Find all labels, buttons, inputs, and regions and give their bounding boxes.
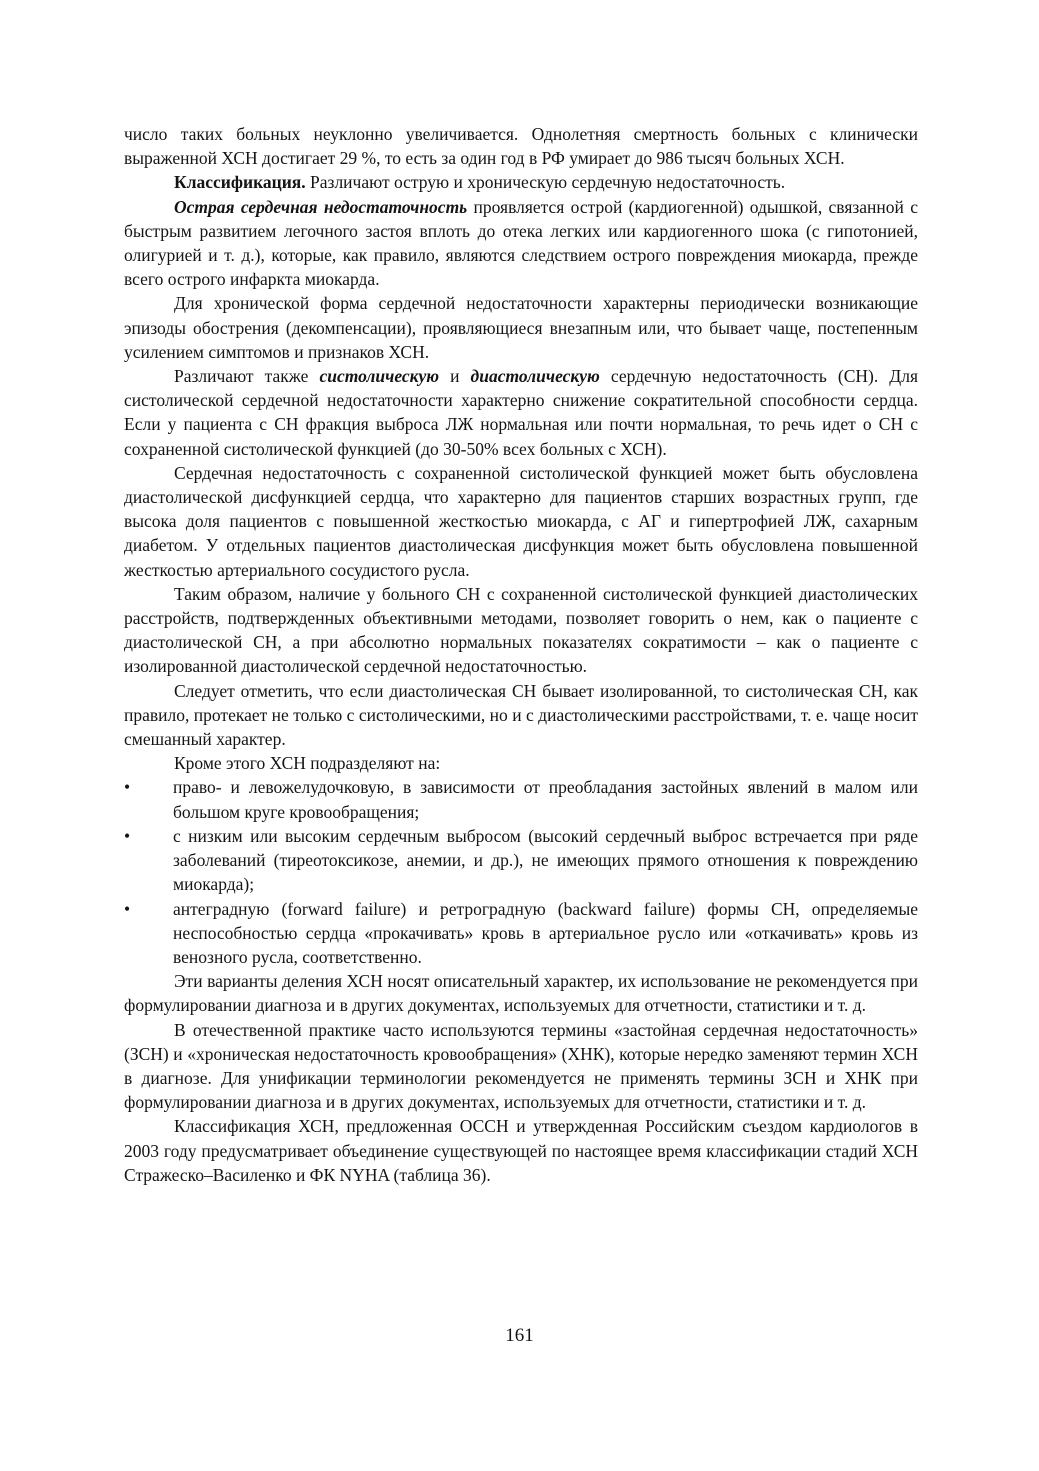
acute-hf-term: Острая сердечная недостаточность — [174, 196, 468, 217]
paragraph-subdivision: Кроме этого ХСН подразделяют на: — [174, 753, 441, 774]
paragraph-preserved-function: Сердечная недостаточность с сохраненной систолической функцией может быть обусловлена диастолической дисфункцией сердца, что характерно для пациентов старших возрастных групп, где высока доля пациентов с повышенной жесткостью миокарда, с АГ и гипертрофией ЛЖ, сахарным диабетом. У отдельных пациентов диастолическая дисфункция может быть обусловлена повышенной жесткостью артериального сосудистого русла. — [124, 462, 918, 580]
list-item — [124, 824, 918, 897]
subdivision-list — [124, 775, 918, 969]
list-item — [124, 897, 918, 970]
paragraph-classification-ossn: Классификация ХСН, предложенная ОССН и утвержденная Российским съездом кардиологов в 2003 году предусматривает объединение существующей по настоящее время классификации стадий ХСН Стражеско–Василенко и ФК NYHA (таблица 36). — [124, 1116, 918, 1185]
bullet-icon: • — [124, 898, 131, 919]
list-item — [124, 775, 918, 823]
sd-text-a: Различают также — [174, 366, 320, 387]
paragraph-terminology: В отечественной практике часто используются термины «застойная сердечная недостаточность» (ЗСН) и «хроническая недостаточность кровообращения» (ХНК), которые нередко заменяют термин ХСН в диагнозе. Для унификации терминологии рекомендуется не применять термины ЗСН и ХНК при формулировании диагноза и в других документах, используемых для отчетности, статистики и т. д. — [124, 1019, 918, 1113]
systolic-term: систолическую — [319, 366, 440, 387]
list-item-text: антеградную (forward failure) и ретроградную (backward failure) формы СН, определяемые неспособностью сердца «прокачивать» кровь в артериальное русло или «откачивать» кровь из венозного русла, соответственно. — [173, 898, 918, 967]
acute-hf-text: проявляется острой (кардиогенной) одышкой, связанной с быстрым развитием легочного застоя вплоть до отека легких или кардиогенного шока (с гипотонией, олигурией и т. д.), которые, как правило, являются следствием острого повреждения миокарда, прежде всего острого инфаркта миокарда. — [124, 196, 918, 290]
paragraph-intro: число таких больных неуклонно увеличивается. Однолетняя смертность больных с клинически выраженной ХСН достигает 29 %, то есть за один год в РФ умирает до 986 тысяч больных ХСН. — [124, 124, 918, 169]
bullet-icon: • — [124, 777, 131, 798]
sd-text-c: сердечную недостаточность (СН). Для систолической сердечной недостаточности характерно снижение сократительной способности сердца. Если у пациента с СН фракция выброса ЛЖ нормальная или почти нормальная, то речь идет о СН с сохраненной систолической функцией (до 30-50% всех больных с ХСН). — [124, 366, 918, 459]
classification-heading: Классификация. — [174, 172, 306, 193]
list-item-text: право- и левожелудочковую, в зависимости от преобладания застойных явлений в малом или большом круге кровообращения; — [173, 777, 918, 822]
paragraph-systolic-diastolic — [124, 364, 918, 461]
paragraph-note: Следует отметить, что если диастолическая СН бывает изолированной, то систолическая СН, как правило, протекает не только с систолическими, но и с диастолическими расстройствами, т. е. чаще носит смешанный характер. — [124, 680, 918, 750]
sd-text-b: и — [439, 366, 471, 387]
page-number: 161 — [505, 1325, 534, 1346]
classification-text: Различают острую и хроническую сердечную недостаточность. — [305, 172, 786, 193]
paragraph-variants: Эти варианты деления ХСН носят описательный характер, их использование не рекомендуется при формулировании диагноза и в других документах, используемых для отчетности, статистики и т. д. — [124, 971, 918, 1016]
paragraph-chronic-hf: Для хронической форма сердечной недостаточности характерны периодически возникающие эпизоды обострения (декомпенсации), проявляющиеся внезапным или, что бывает чаще, постепенным усилением симптомов и признаков ХСН. — [124, 293, 918, 362]
list-item-text: с низким или высоким сердечным выбросом (высокий сердечный выброс встречается при ряде заболеваний (тиреотоксикозе, анемии, и др.), не имеющих прямого отношения к повреждению миокарда); — [173, 825, 918, 895]
bullet-icon: • — [124, 825, 131, 846]
page-body — [124, 122, 918, 1187]
paragraph-acute-hf — [124, 195, 918, 292]
diastolic-term: диастолическую — [470, 366, 600, 387]
paragraph-thus: Таким образом, наличие у больного СН с сохраненной систолической функцией диастолических расстройств, подтвержденных объективными методами, позволяет говорить о нем, как о пациенте с диастолической СН, а при абсолютно нормальных показателях сократимости – как о пациенте с изолированной диастолической сердечной недостаточностью. — [124, 583, 918, 677]
paragraph-classification — [124, 170, 918, 194]
